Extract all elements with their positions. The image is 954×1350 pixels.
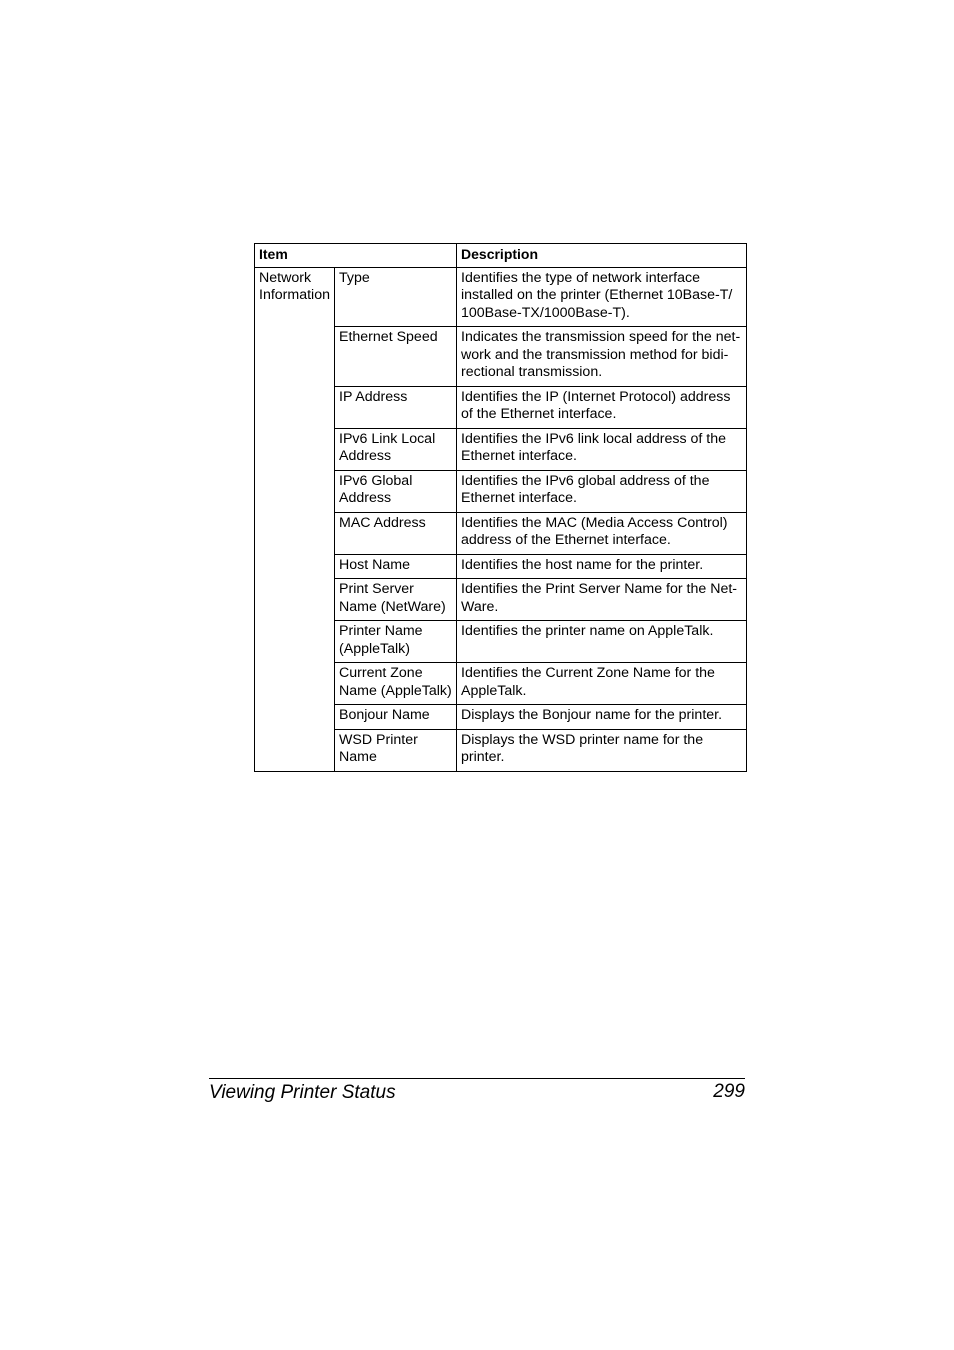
header-description: Description xyxy=(457,244,747,268)
group-label-network-information: Network Information xyxy=(255,267,335,771)
description-cell: Displays the WSD printer name for the printer. xyxy=(457,729,747,771)
item-cell: Print Server Name (NetWare) xyxy=(335,579,457,621)
description-cell: Identifies the type of network interface installed on the printer (Ethernet 10Base-T/ 100Base-TX/1000Base-T). xyxy=(457,267,747,327)
item-cell: IPv6 Link Local Address xyxy=(335,428,457,470)
item-cell: IPv6 Global Address xyxy=(335,470,457,512)
description-cell: Identifies the IP (Internet Protocol) address of the Ethernet interface. xyxy=(457,386,747,428)
description-cell: Identifies the Current Zone Name for the AppleTalk. xyxy=(457,663,747,705)
item-cell: Current Zone Name (AppleTalk) xyxy=(335,663,457,705)
table-row xyxy=(255,267,747,327)
description-cell: Identifies the host name for the printer. xyxy=(457,554,747,579)
description-cell: Indicates the transmission speed for the net- work and the transmission method for bidi- rectional transmission. xyxy=(457,327,747,387)
item-cell: Printer Name (AppleTalk) xyxy=(335,621,457,663)
item-cell: Type xyxy=(335,267,457,327)
item-cell: Bonjour Name xyxy=(335,705,457,730)
description-cell: Identifies the Print Server Name for the Net- Ware. xyxy=(457,579,747,621)
network-information-table xyxy=(254,243,747,772)
page-number: 299 xyxy=(713,1081,745,1102)
footer-section-title: Viewing Printer Status xyxy=(209,1082,396,1103)
item-cell: MAC Address xyxy=(335,512,457,554)
header-item: Item xyxy=(255,244,457,268)
description-cell: Identifies the IPv6 link local address of the Ethernet interface. xyxy=(457,428,747,470)
item-cell: Host Name xyxy=(335,554,457,579)
item-cell: WSD Printer Name xyxy=(335,729,457,771)
description-cell: Identifies the MAC (Media Access Control) address of the Ethernet interface. xyxy=(457,512,747,554)
description-cell: Identifies the IPv6 global address of the Ethernet interface. xyxy=(457,470,747,512)
item-cell: IP Address xyxy=(335,386,457,428)
table-header-row xyxy=(255,244,747,268)
description-cell: Displays the Bonjour name for the printer. xyxy=(457,705,747,730)
item-cell: Ethernet Speed xyxy=(335,327,457,387)
description-cell: Identifies the printer name on AppleTalk. xyxy=(457,621,747,663)
footer-divider xyxy=(209,1078,745,1079)
